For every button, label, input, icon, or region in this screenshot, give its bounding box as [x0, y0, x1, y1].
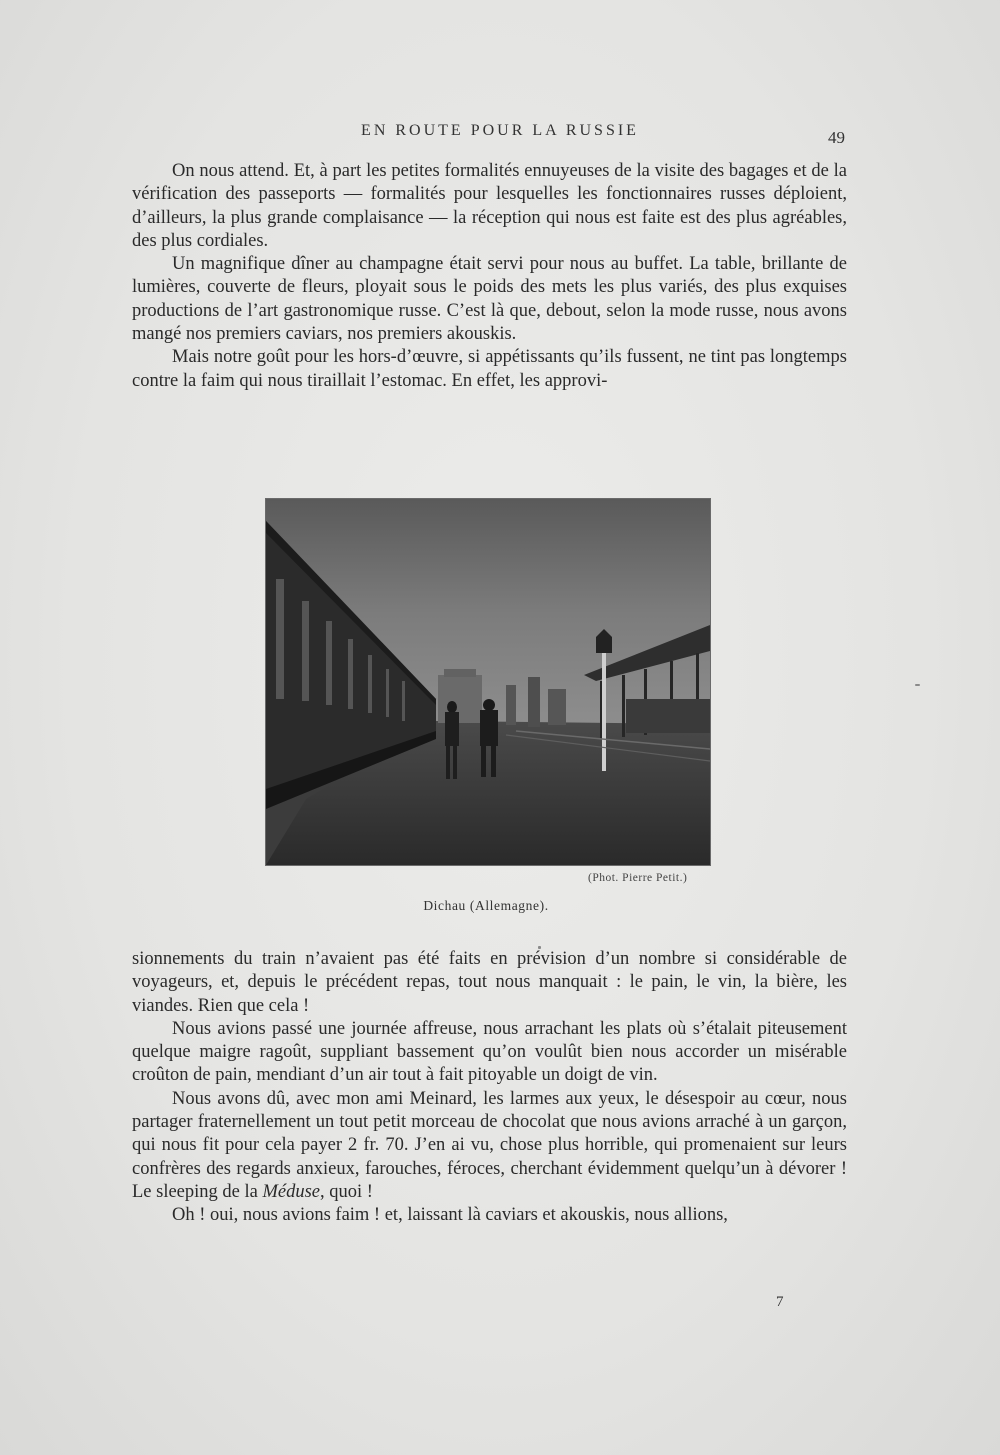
paragraph: Nous avions passé une journée affreuse, nous arrachant les plats où s’étalait piteusement quelque maigre ragoût, suppliant bassement qu’on voulût bien nous accorder un misérable croûton de pain, mendiant d’un air tout à fait pitoyable un doigt de vin.	[132, 1018, 847, 1086]
paragraph	[132, 1088, 847, 1204]
text-block-bottom	[132, 948, 847, 1228]
paragraph: Oh ! oui, nous avions faim ! et, laissant là caviars et akouskis, nous allions,	[172, 1205, 728, 1226]
photo-credit: (Phot. Pierre Petit.)	[588, 872, 688, 884]
running-title: EN ROUTE POUR LA RUSSIE	[361, 122, 639, 139]
signature-mark: 7	[776, 1294, 784, 1310]
photo-caption: Dichau (Allemagne).	[423, 898, 549, 913]
text-block-top	[132, 160, 847, 393]
paragraph-text: Nous avons dû, avec mon ami Meinard, les larmes aux yeux, le désespoir au cœur, nous partager fraternellement un tout petit morceau de chocolat que nous avions arraché à un garçon, qui nous fit pour cela payer 2 fr. 70. J’en ai vu, chose plus horrible, qui promenaient sur leurs confrères des regards anxieux, farouches, féroces, cherchant évidemment quelqu’un à dévorer ! Le sleeping de la	[132, 1088, 847, 1202]
paragraph-text: , quoi !	[320, 1181, 373, 1202]
paragraph: Un magnifique dîner au champagne était servi pour nous au buffet. La table, brillante de lumières, couverte de fleurs, ployait sous le poids des mets les plus variés, des plus exquises productions de l’art gastronomique russe. C’est là que, debout, selon la mode russe, nous avons mangé nos premiers caviars, nos premiers akouskis.	[132, 254, 847, 345]
paragraph-continuation: sionnements du train n’avaient pas été faits en prévision d’un nombre si considérable de voyageurs, et, depuis le précédent repas, tout nous manquait : le pain, le vin, la bière, les viandes. Rien que cela !	[132, 949, 847, 1016]
page-speck	[915, 684, 920, 686]
paragraph: Mais notre goût pour les hors-d’œuvre, si appétissants qu’ils fussent, ne tint pas longtemps contre la faim qui nous tiraillait l’estomac. En effet, les approvi-	[132, 347, 847, 391]
photograph-station-platform	[265, 498, 711, 866]
page-speck	[538, 946, 541, 949]
paragraph: On nous attend. Et, à part les petites formalités ennuyeuses de la visite des bagages et de la vérification des passeports — formalités pour lesquelles les fonctionnaires russes déploient, d’ailleurs, la plus grande complaisance — la réception qui nous est faite est des plus agréables, des plus cordiales.	[132, 161, 847, 251]
italic-title: Méduse	[262, 1181, 321, 1202]
page-number: 49	[828, 128, 845, 147]
photo-illustration	[266, 499, 710, 865]
